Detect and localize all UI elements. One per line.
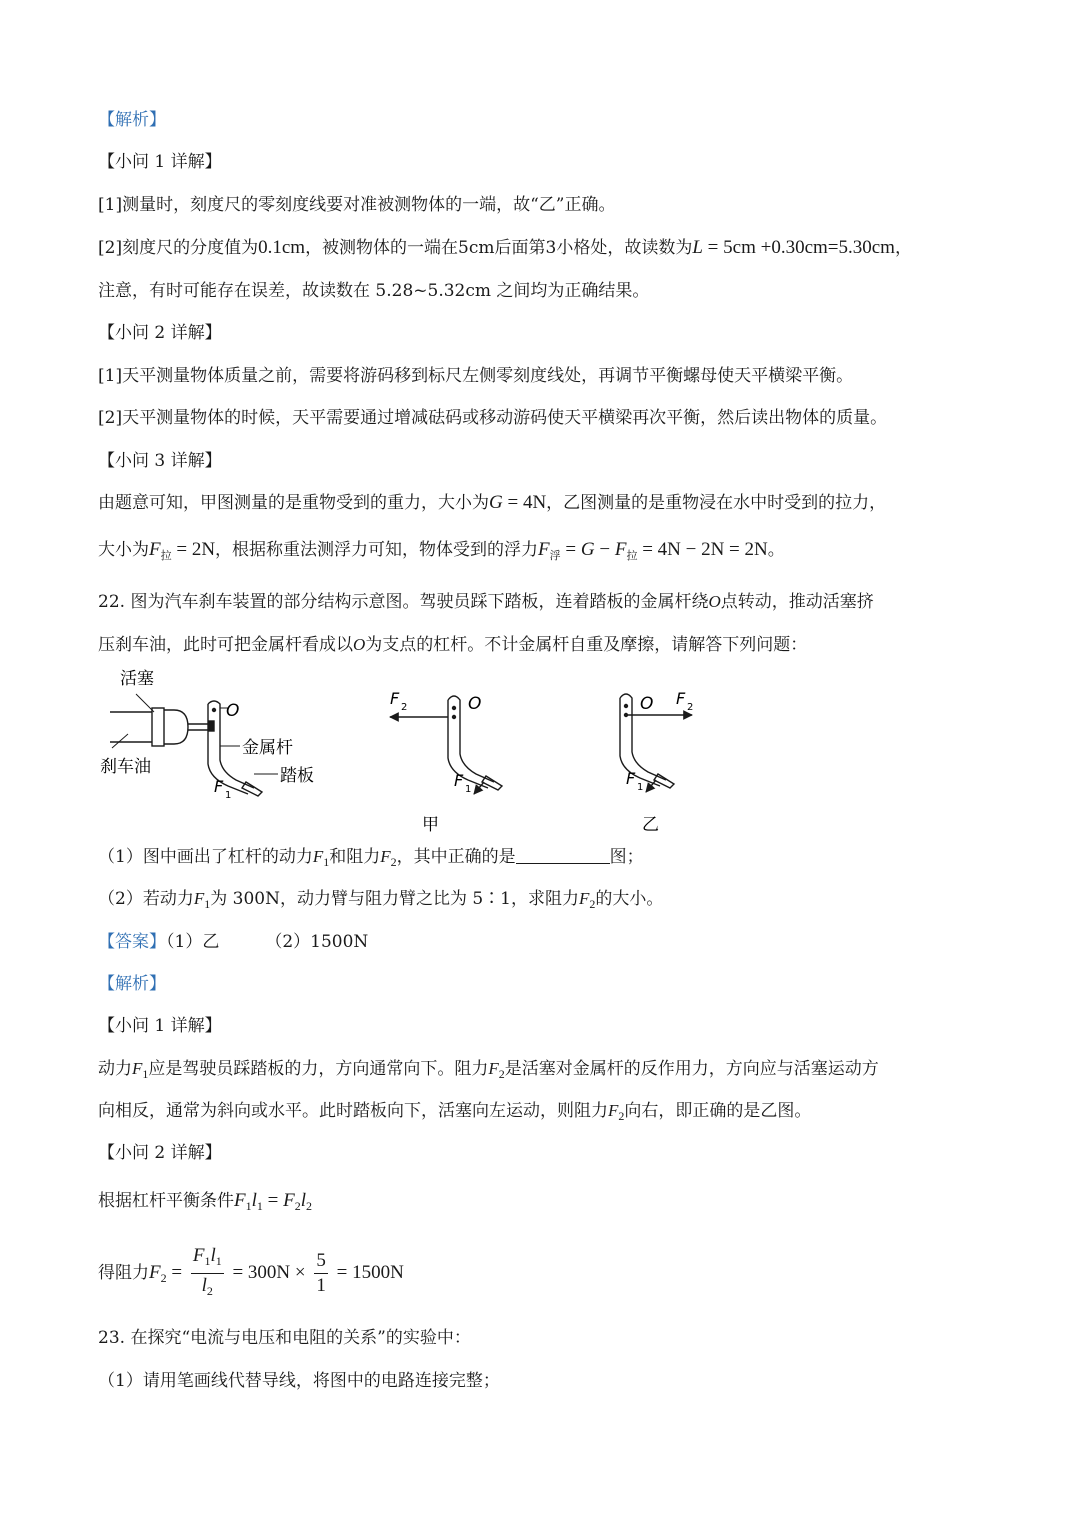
q23-line1: 23. 在探究“电流与电压和电阻的关系”的实验中： bbox=[98, 1328, 471, 1348]
subq1-line1: [1]测量时，刻度尺的零刻度线要对准被测物体的一端，故“乙”正确。 bbox=[98, 195, 616, 215]
label-F2-yi-sub: 2 bbox=[687, 702, 694, 713]
q22-line1: 22. 图为汽车刹车装置的部分结构示意图。驾驶员踩下踏板，连着踏板的金属杆绕O点转动，推动活塞挤 bbox=[98, 592, 874, 612]
label-F2-jia: F bbox=[390, 689, 400, 708]
subq3-line1: 由题意可知，甲图测量的是重物受到的重力，大小为G = 4N，乙图测量的是重物浸在水中时受到的拉力， bbox=[98, 492, 887, 513]
label-piston: 活塞 bbox=[120, 669, 154, 689]
answer-blank bbox=[516, 847, 610, 864]
subq2-line2: [2]天平测量物体的时候，天平需要通过增减砝码或移动游码使天平横梁再次平衡，然后读出物体的质量。 bbox=[98, 408, 888, 428]
brake-diagram bbox=[96, 664, 736, 840]
pivot-dot bbox=[624, 704, 628, 708]
label-F1-yi: F bbox=[626, 769, 636, 788]
q22-sub2: （2）若动力$F_1$为 300N，动力臂与阻力臂之比为 5∶1，求阻力$F_2$的大小。 bbox=[98, 889, 664, 911]
label-F1-sub: 1 bbox=[225, 790, 232, 801]
q22-line2: 压刹车油，此时可把金属杆看成以O为支点的杠杆。不计金属杆自重及摩擦，请解答下列问题： bbox=[98, 635, 808, 655]
subq1-line3: 注意，有时可能存在误差，故读数在 5.28~5.32cm 之间均为正确结果。 bbox=[98, 281, 650, 301]
q22-sub1: （1）图中画出了杠杆的动力$F_1$和阻力$F_2$，其中正确的是 图； bbox=[98, 847, 644, 869]
pivot-dot bbox=[452, 706, 456, 710]
caption-yi: 乙 bbox=[642, 815, 659, 835]
label-O-yi: O bbox=[640, 694, 654, 714]
label-F2-yi: F bbox=[676, 689, 686, 708]
label-O-jia: O bbox=[468, 694, 482, 714]
q22-d2-line2: 得阻力$F_2$ = $\frac{F_1l_1}{l_2}$ = 300N × $\frac{5}{1}$ = 1500N bbox=[98, 1244, 404, 1306]
q22-d2-line1: 根据杠杆平衡条件$F_1l_1 = F_2l_2$ bbox=[98, 1190, 312, 1213]
q22-jiexi-label: 【解析】 bbox=[98, 974, 166, 994]
subq1-line2: [2]刻度尺的分度值为0.1cm，被测物体的一端在5cm后面第3小格处，故读数为L = 5cm +0.30cm=5.30cm， bbox=[98, 237, 912, 258]
label-oil: 刹车油 bbox=[100, 757, 151, 777]
subq3-line2: 大小为$F_拉 = 2N$，根据称重法测浮力可知，物体受到的浮力$F_浮 = G - F_拉 = 4N - 2N = 2N$。 bbox=[98, 539, 785, 562]
fraction-f1l1-over-l2: $\frac{F_1l_1}{l_2}$ bbox=[192, 1245, 222, 1298]
subq2-line1: [1]天平测量物体质量之前，需要将游码移到标尺左侧零刻度线处，再调节平衡螺母使天平横梁平衡。 bbox=[98, 366, 854, 386]
label-pedal: 踏板 bbox=[280, 766, 314, 786]
caption-jia: 甲 bbox=[422, 815, 439, 835]
pivot-dot bbox=[624, 713, 628, 717]
label-F1-jia-sub: 1 bbox=[465, 784, 472, 795]
fraction-5-over-1: $\frac{5}{1}$ bbox=[316, 1250, 326, 1296]
q22-d2-heading: 【小问 2 详解】 bbox=[98, 1143, 222, 1163]
q23-line2: （1）请用笔画线代替导线，将图中的电路连接完整； bbox=[98, 1371, 500, 1391]
q22-d1-line1: 动力$F_1$应是驾驶员踩踏板的力，方向通常向下。阻力$F_2$是活塞对金属杆的反作用力，方向应与活塞运动方 bbox=[98, 1059, 879, 1081]
jiexi-label: 【解析】 bbox=[98, 110, 166, 130]
label-F1-yi-sub: 1 bbox=[637, 782, 644, 793]
pivot-dot bbox=[452, 715, 456, 719]
subq2-heading: 【小问 2 详解】 bbox=[98, 323, 222, 343]
subq1-heading: 【小问 1 详解】 bbox=[98, 152, 222, 172]
label-O: O bbox=[226, 701, 240, 721]
label-F1-jia: F bbox=[454, 771, 464, 790]
pivot-dot bbox=[212, 708, 216, 712]
answer-label: 【答案】 bbox=[98, 932, 166, 952]
subq3-heading: 【小问 3 详解】 bbox=[98, 451, 222, 471]
q22-d1-heading: 【小问 1 详解】 bbox=[98, 1016, 222, 1036]
q22-d1-line2: 向相反，通常为斜向或水平。此时踏板向下，活塞向左运动，则阻力$F_2$向右，即正确的是乙图。 bbox=[98, 1101, 812, 1123]
label-rod: 金属杆 bbox=[242, 738, 293, 758]
q22-answer: 【答案】（1）乙 （2）1500N bbox=[98, 932, 369, 952]
label-F2-jia-sub: 2 bbox=[401, 702, 408, 713]
label-F1: F bbox=[214, 777, 224, 796]
